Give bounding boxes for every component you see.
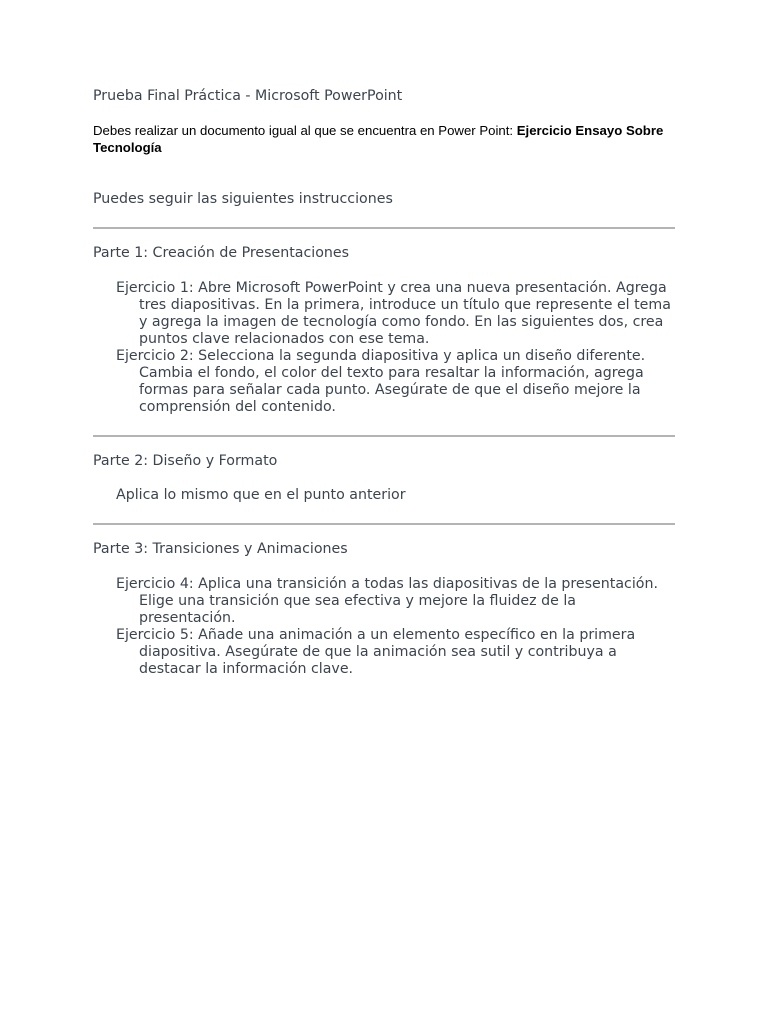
divider-part-3 [93,523,675,525]
part-1-title: Parte 1: Creación de Presentaciones [93,245,350,261]
list-item: Ejercicio 1: Abre Microsoft PowerPoint y crea una nueva presentación. Agrega tres diapositivas. En la primera, introduce un título que represente el tema y agrega la imagen de tecnología como fondo. En las siguientes dos, crea puntos clave relacionados con ese tema. [116,280,671,347]
divider-part-2 [93,435,675,437]
intro-text: Debes realizar un documento igual al que se encuentra en Power Point: [93,123,517,138]
list-item: Ejercicio 2: Selecciona la segunda diapositiva y aplica un diseño diferente. Cambia el fondo, el color del texto para resaltar la información, agrega formas para señalar cada punto. Asegúrate de que el diseño mejore la comprensión del contenido. [116,348,646,415]
instructions-heading: Puedes seguir las siguientes instrucciones [93,191,393,207]
list-item: Ejercicio 5: Añade una animación a un elemento específico en la primera diapositiva. Asegúrate de que la animación sea sutil y contribuya a destacar la información clave. [116,627,636,677]
intro-paragraph [93,122,678,156]
divider-part-1 [93,227,675,229]
part-2-title: Parte 2: Diseño y Formato [93,453,278,469]
intro-bold-text: Ejercicio Ensayo Sobre Tecnología [93,123,664,155]
document-title: Prueba Final Práctica - Microsoft PowerPoint [93,88,403,104]
part-3-list [116,576,676,678]
list-item: Ejercicio 4: Aplica una transición a todas las diapositivas de la presentación. Elige una transición que sea efectiva y mejore la fluidez de la presentación. [116,576,658,626]
part-3-title: Parte 3: Transiciones y Animaciones [93,541,348,557]
part-1-list [116,280,676,416]
list-item: Aplica lo mismo que en el punto anterior [116,487,406,503]
part-2-list [116,487,676,504]
